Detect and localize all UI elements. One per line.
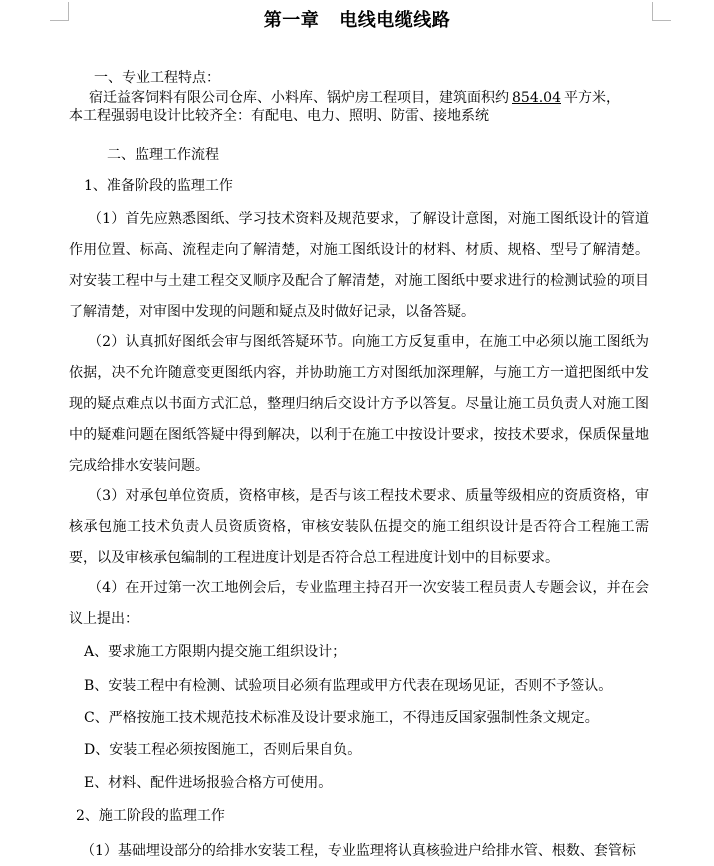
section1-heading: 一、专业工程特点： [94, 70, 220, 86]
section2-heading: 二、监理工作流程 [107, 147, 219, 163]
section1-line1 [89, 89, 620, 107]
chapter-name: 电线电缆线路 [339, 10, 451, 31]
paragraph-1: （1）首先应熟悉图纸、学习技术资料及规范要求，了解设计意图，对施工图纸设计的管道作用位置、标高、流程走向了解清楚，对施工图纸设计的材料、材质、规格、型号了解清楚。对安装工程中与土建工程交叉顺序及配合了解清楚，对施工图纸中要求进行的检测试验的项目了解清楚，对审图中发现的问题和疑点及时做好记录，以备答疑。 [69, 211, 649, 320]
area-unit: 平方米， [564, 90, 620, 106]
list-item: C、严格按施工技术规范技术标准及设计要求施工，不得违反国家强制性条文规定。 [84, 710, 599, 726]
list-item: B、安装工程中有检测、试验项目必须有监理或甲方代表在现场见证，否则不予签认。 [84, 678, 613, 694]
chapter-title [0, 6, 714, 32]
chapter-number: 第一章 [263, 10, 320, 31]
list-item: A、要求施工方限期内提交施工组织设计； [84, 644, 347, 660]
sub1-heading: 1、准备阶段的监理工作 [84, 178, 233, 194]
sub2-heading: 2、施工阶段的监理工作 [76, 808, 225, 824]
section1-line2: 本工程强弱电设计比较齐全：有配电、电力、照明、防雷、接地系统 [69, 108, 489, 124]
list-item: E、材料、配件进场报验合格方可使用。 [84, 775, 333, 791]
paragraph-5: （1）基础埋设部分的给排水安装工程，专业监理将认真核验进户给排水管、根数、套管标 [81, 843, 636, 859]
list-item: D、安装工程必须按图施工，否则后果自负。 [84, 742, 362, 758]
paragraph-2: （2）认真抓好图纸会审与图纸答疑环节。向施工方反复重申，在施工中必须以施工图纸为依据，决不允许随意变更图纸内容，并协助施工方对图纸加深理解，与施工方一道把图纸中发现的疑点难点以书面方式汇总，整理归纳后交设计方予以答复。尽量让施工员负责人对施工图中的疑难问题在图纸答疑中得到解决，以利于在施工中按设计要求，按技术要求，保质保量地完成给排水安装问题。 [69, 334, 649, 474]
paragraph-3: （3）对承包单位资质，资格审核，是否与该工程技术要求、质量等级相应的资质资格，审核承包施工技术负责人员资质资格，审核安装队伍提交的施工组织设计是否符合工程施工需要，以及审核承包编制的工程进度计划是否符合总工程进度计划中的目标要求。 [69, 488, 649, 566]
paragraph-4: （4）在开过第一次工地例会后，专业监理主持召开一次安装工程员责人专题会议，并在会议上提出： [69, 580, 649, 627]
project-description: 宿迁益客饲料有限公司仓库、小料库、锅炉房工程项目，建筑面积约 [89, 90, 509, 106]
area-value: 854.04 [512, 90, 561, 106]
